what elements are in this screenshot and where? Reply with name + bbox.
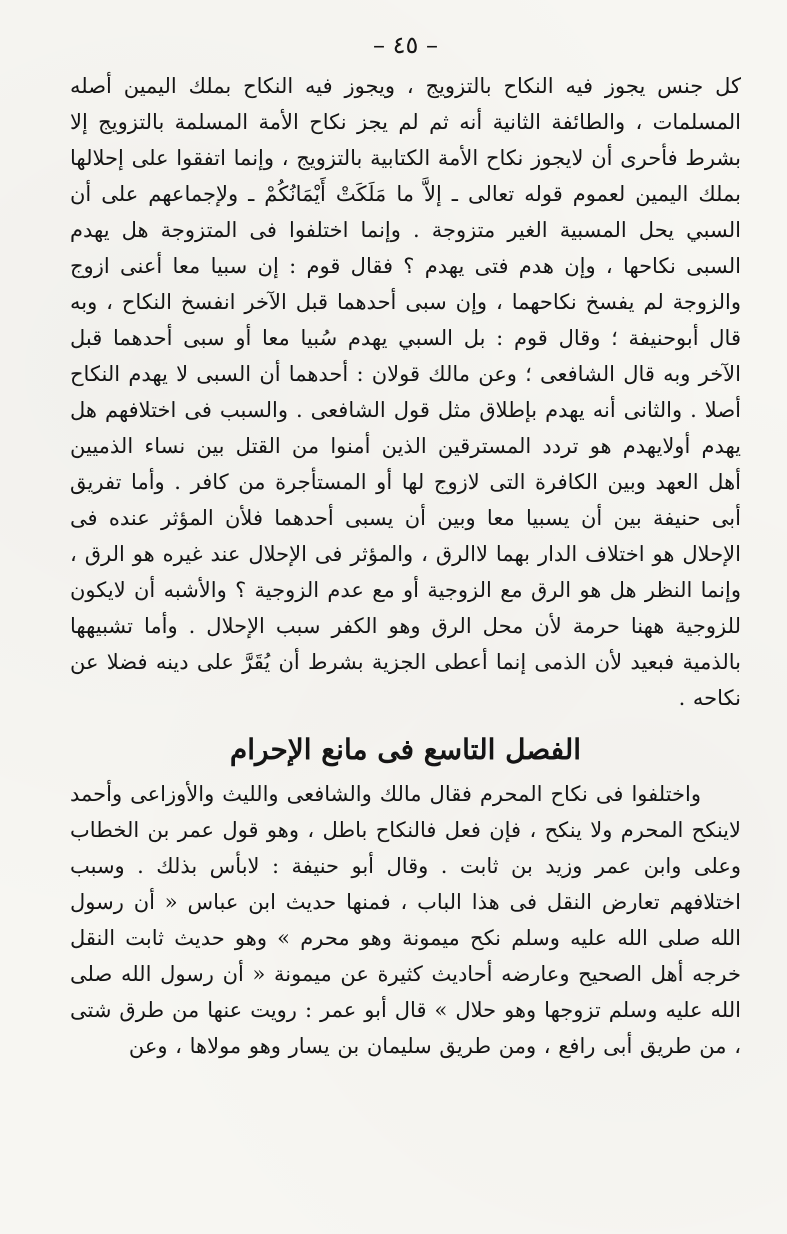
page-number: – ٤٥ – bbox=[372, 31, 439, 59]
paragraph-1: كل جنس يجوز فيه النكاح بالتزويج ، ويجوز فيه النكاح بملك اليمين أصله المسلمات ، والطائفة الثانية أنه ثم لم يجز نكاح الأمة المسلمة بالتزويج إلا بشرط فأحرى أن لايجوز نكاح الأمة الكتابية بالتزويج ، وإنما اتفقوا على إحلالها بملك اليمين لعموم قوله تعالى ـ إلاَّ ما مَلَكَتْ أَيْمَانُكُمْ ـ ولإجماعهم على أن السبي يحل المسبية الغير متزوجة . وإنما اختلفوا فى المتزوجة هل يهدم السبى نكاحها ، وإن هدم فتى يهدم ؟ فقال قوم : إن سبيا معا أعنى ازوج والزوجة لم يفسخ نكاحهما ، وإن سبى أحدهما قبل الآخر انفسخ النكاح ، وبه قال أبوحنيفة ؛ وقال قوم : بل السبي يهدم سُبيا معا أو سبى أحدهما قبل الآخر وبه قال الشافعى ؛ وعن مالك قولان : أحدهما أن السبى لا يهدم النكاح أصلا . والثانى أنه يهدم بإطلاق مثل قول الشافعى . والسبب فى اختلافهم هل يهدم أولايهدم هو تردد المسترقين الذين أمنوا من القتل بين نساء الذميين أهل العهد وبين الكافرة التى لازوج لها أو المستأجرة من كافر . وأما تفريق أبى حنيفة بين أن يسبيا معا وبين أن يسبى أحدهما فلأن المؤثر عنده فى الإحلال هو اختلاف الدار بهما لاالرق ، والمؤثر فى الإحلال عند غيره هو الرق ، وإنما النظر هل هو الرق مع الزوجية أو مع عدم الزوجية ؟ والأشبه أن لايكون للزوجية ههنا حرمة لأن محل الرق وهو الكفر سبب الإحلال . وأما تشبيهها بالذمية فبعيد لأن الذمى إنما أعطى الجزية بشرط أن يُقَرَّ على دينه فضلا عن نكاحه . bbox=[70, 74, 741, 710]
paragraph-2: واختلفوا فى نكاح المحرم فقال مالك والشافعى والليث والأوزاعى وأحمد لاينكح المحرم ولا ينكح ، فإن فعل فالنكاح باطل ، وهو قول عمر بن الخطاب وعلى وابن عمر وزيد بن ثابت . وقال أبو حنيفة : لابأس بذلك . وسبب اختلافهم تعارض النقل فى هذا الباب ، فمنها حديث ابن عباس « أن رسول الله صلى الله عليه وسلم نكح ميمونة وهو محرم » وهو حديث ثابت النقل خرجه أهل الصحيح وعارضه أحاديث كثيرة عن ميمونة « أن رسول الله صلى الله عليه وسلم تزوجها وهو حلال » قال أبو عمر : رويت عنها من طرق شتى ، من طريق أبى رافع ، ومن طريق سليمان بن يسار وهو مولاها ، وعن bbox=[70, 782, 741, 1058]
body-text bbox=[70, 68, 741, 716]
section-heading: الفصل التاسع فى مانع الإحرام bbox=[229, 733, 582, 766]
body-text-2 bbox=[70, 776, 741, 1064]
